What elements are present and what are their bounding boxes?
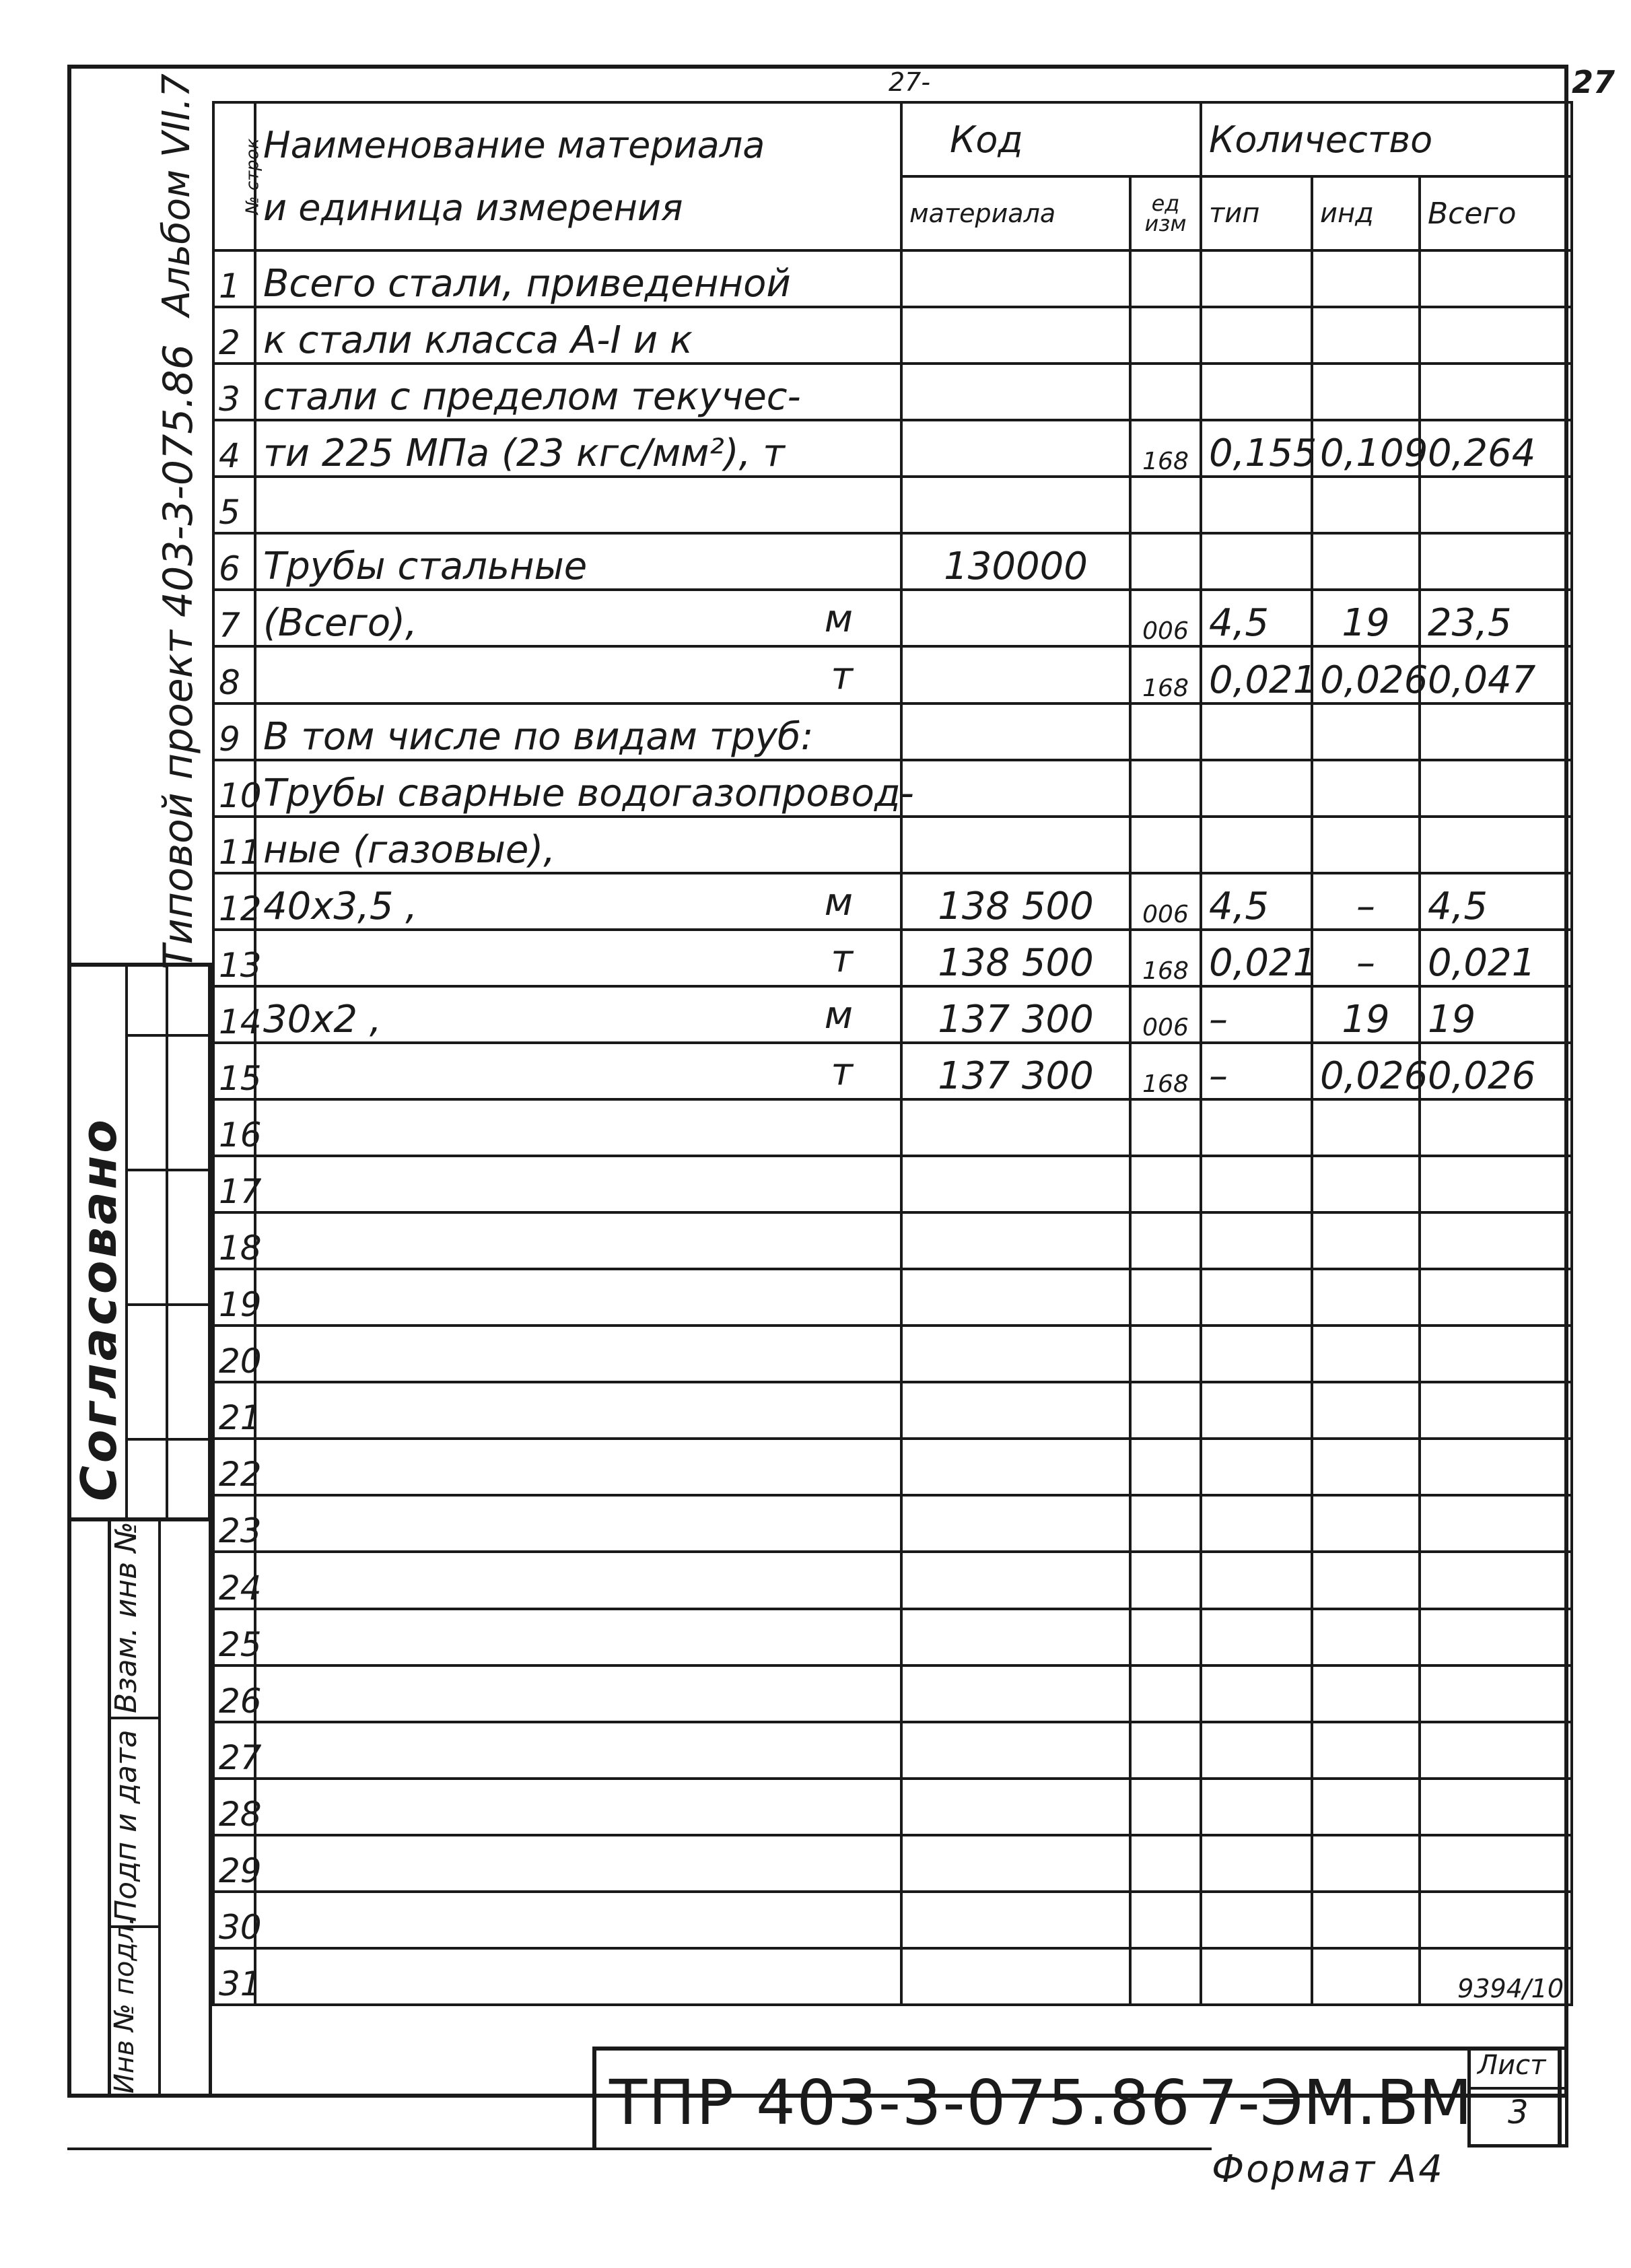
qty-type bbox=[1201, 1722, 1312, 1779]
row-number: 22 bbox=[213, 1439, 255, 1495]
unit-code bbox=[1130, 1156, 1201, 1212]
qty-total: 0,026 bbox=[1420, 1043, 1572, 1099]
material-name: ные (газовые), bbox=[255, 817, 901, 873]
qty-ind bbox=[1312, 1269, 1420, 1326]
material-code bbox=[901, 1439, 1130, 1495]
material-name bbox=[255, 1948, 901, 2005]
row-number: 6 bbox=[213, 533, 255, 590]
qty-total bbox=[1420, 1382, 1572, 1439]
qty-type: 4,5 bbox=[1201, 590, 1312, 646]
qty-ind bbox=[1312, 1722, 1420, 1779]
row-number: 28 bbox=[213, 1779, 255, 1835]
table-row bbox=[213, 1212, 1572, 1269]
material-code bbox=[901, 1948, 1130, 2005]
qty-type bbox=[1201, 250, 1312, 307]
table-row bbox=[213, 1948, 1572, 2005]
table-row bbox=[213, 1665, 1572, 1722]
unit-code bbox=[1130, 1212, 1201, 1269]
header-qty-total: Всего bbox=[1420, 176, 1572, 250]
qty-type bbox=[1201, 1948, 1312, 2005]
material-name bbox=[255, 1722, 901, 1779]
material-code bbox=[901, 760, 1130, 817]
qty-type bbox=[1201, 364, 1312, 420]
qty-total bbox=[1420, 1099, 1572, 1156]
row-number: 23 bbox=[213, 1495, 255, 1552]
qty-total bbox=[1420, 533, 1572, 590]
material-code bbox=[901, 1835, 1130, 1892]
unit-code bbox=[1130, 250, 1201, 307]
unit-mark: т bbox=[831, 654, 853, 698]
qty-ind bbox=[1312, 703, 1420, 760]
qty-total: 0,021 bbox=[1420, 930, 1572, 986]
table-row bbox=[213, 873, 1572, 930]
sign-date-label: Подп и дата bbox=[109, 1729, 143, 1922]
unit-code bbox=[1130, 307, 1201, 364]
row-number: 27 bbox=[213, 1722, 255, 1779]
qty-total: 0,047 bbox=[1420, 646, 1572, 703]
table-row bbox=[213, 646, 1572, 703]
material-code bbox=[901, 1156, 1130, 1212]
unit-code bbox=[1130, 1382, 1201, 1439]
unit-code bbox=[1130, 1722, 1201, 1779]
material-code: 130000 bbox=[901, 533, 1130, 590]
header-code: Код bbox=[901, 102, 1201, 176]
material-name bbox=[255, 1156, 901, 1212]
qty-ind bbox=[1312, 533, 1420, 590]
unit-mark: м bbox=[824, 880, 853, 924]
qty-ind bbox=[1312, 1892, 1420, 1948]
row-number: 12 bbox=[213, 873, 255, 930]
material-code bbox=[901, 250, 1130, 307]
qty-total: 23,5 bbox=[1420, 590, 1572, 646]
row-number: 1 bbox=[213, 250, 255, 307]
qty-ind bbox=[1312, 1099, 1420, 1156]
qty-type: 0,155 bbox=[1201, 420, 1312, 477]
unit-code: 006 bbox=[1130, 986, 1201, 1043]
table-row bbox=[213, 1099, 1572, 1156]
material-code bbox=[901, 1269, 1130, 1326]
material-code bbox=[901, 1779, 1130, 1835]
table-row bbox=[213, 1439, 1572, 1495]
unit-code bbox=[1130, 817, 1201, 873]
qty-total bbox=[1420, 1552, 1572, 1608]
qty-ind bbox=[1312, 250, 1420, 307]
qty-type bbox=[1201, 1495, 1312, 1552]
material-code bbox=[901, 1665, 1130, 1722]
row-number: 15 bbox=[213, 1043, 255, 1099]
qty-ind: 19 bbox=[1312, 590, 1420, 646]
material-code bbox=[901, 364, 1130, 420]
qty-total bbox=[1420, 1665, 1572, 1722]
qty-type bbox=[1201, 1552, 1312, 1608]
qty-ind: – bbox=[1312, 930, 1420, 986]
qty-ind: 0,026 bbox=[1312, 646, 1420, 703]
qty-ind bbox=[1312, 307, 1420, 364]
table-row bbox=[213, 1609, 1572, 1665]
qty-ind bbox=[1312, 1552, 1420, 1608]
qty-ind bbox=[1312, 364, 1420, 420]
unit-code bbox=[1130, 1439, 1201, 1495]
unit-code bbox=[1130, 1892, 1201, 1948]
qty-total bbox=[1420, 1495, 1572, 1552]
qty-total bbox=[1420, 307, 1572, 364]
material-code bbox=[901, 1099, 1130, 1156]
unit-code bbox=[1130, 1948, 1201, 2005]
qty-total bbox=[1420, 1326, 1572, 1382]
material-code: 138 500 bbox=[901, 930, 1130, 986]
qty-total bbox=[1420, 250, 1572, 307]
sheet-number: 3 bbox=[1508, 2094, 1529, 2131]
material-name: Всего стали, приведенной bbox=[255, 250, 901, 307]
unit-code: 168 bbox=[1130, 930, 1201, 986]
inv-no-label: Инв № подл. bbox=[109, 1916, 140, 2094]
row-number: 30 bbox=[213, 1892, 255, 1948]
album-label: Альбом VII.7 bbox=[155, 73, 199, 316]
material-name bbox=[255, 1269, 901, 1326]
material-name bbox=[255, 1043, 901, 1099]
row-number: 24 bbox=[213, 1552, 255, 1608]
unit-code bbox=[1130, 364, 1201, 420]
qty-type bbox=[1201, 307, 1312, 364]
qty-type: – bbox=[1201, 1043, 1312, 1099]
qty-ind bbox=[1312, 1156, 1420, 1212]
material-code bbox=[901, 1892, 1130, 1948]
table-row bbox=[213, 817, 1572, 873]
qty-total bbox=[1420, 1212, 1572, 1269]
table-row bbox=[213, 930, 1572, 986]
qty-total bbox=[1420, 477, 1572, 533]
qty-ind bbox=[1312, 1495, 1420, 1552]
qty-total bbox=[1420, 1779, 1572, 1835]
material-code: 137 300 bbox=[901, 1043, 1130, 1099]
material-name: стали с пределом текучес- bbox=[255, 364, 901, 420]
row-number: 4 bbox=[213, 420, 255, 477]
material-name bbox=[255, 1495, 901, 1552]
qty-type bbox=[1201, 533, 1312, 590]
qty-total bbox=[1420, 703, 1572, 760]
table-row bbox=[213, 986, 1572, 1043]
material-code bbox=[901, 590, 1130, 646]
row-number: 8 bbox=[213, 646, 255, 703]
material-name bbox=[255, 477, 901, 533]
material-name bbox=[255, 1779, 901, 1835]
material-code bbox=[901, 1722, 1130, 1779]
qty-total bbox=[1420, 364, 1572, 420]
table-row bbox=[213, 1892, 1572, 1948]
material-code bbox=[901, 477, 1130, 533]
material-name: В том числе по видам труб: bbox=[255, 703, 901, 760]
material-code bbox=[901, 1609, 1130, 1665]
unit-code bbox=[1130, 1326, 1201, 1382]
qty-total bbox=[1420, 1892, 1572, 1948]
table-row bbox=[213, 1495, 1572, 1552]
material-name bbox=[255, 1382, 901, 1439]
unit-code bbox=[1130, 1779, 1201, 1835]
qty-type bbox=[1201, 1779, 1312, 1835]
document-mark: 7-ЭМ.ВМ bbox=[1198, 2067, 1473, 2139]
qty-total bbox=[1420, 1835, 1572, 1892]
qty-total bbox=[1420, 1609, 1572, 1665]
material-code bbox=[901, 420, 1130, 477]
material-code: 138 500 bbox=[901, 873, 1130, 930]
material-code bbox=[901, 1326, 1130, 1382]
row-number: 16 bbox=[213, 1099, 255, 1156]
row-number: 19 bbox=[213, 1269, 255, 1326]
qty-ind bbox=[1312, 1439, 1420, 1495]
table-row bbox=[213, 590, 1572, 646]
qty-type bbox=[1201, 477, 1312, 533]
qty-type: 0,021 bbox=[1201, 646, 1312, 703]
qty-ind bbox=[1312, 477, 1420, 533]
unit-code: 168 bbox=[1130, 646, 1201, 703]
table-row bbox=[213, 1269, 1572, 1326]
qty-type bbox=[1201, 1269, 1312, 1326]
qty-ind: 0,109 bbox=[1312, 420, 1420, 477]
row-number: 29 bbox=[213, 1835, 255, 1892]
row-number: 11 bbox=[213, 817, 255, 873]
header-qty-ind: инд bbox=[1312, 176, 1420, 250]
header-name: Наименование материала и единица измерения bbox=[255, 102, 901, 250]
qty-type bbox=[1201, 1892, 1312, 1948]
qty-ind bbox=[1312, 1326, 1420, 1382]
table-row bbox=[213, 760, 1572, 817]
material-name bbox=[255, 646, 901, 703]
unit-code bbox=[1130, 1269, 1201, 1326]
bottom-rule bbox=[67, 2147, 1212, 2150]
row-number: 5 bbox=[213, 477, 255, 533]
material-code bbox=[901, 307, 1130, 364]
qty-total bbox=[1420, 1439, 1572, 1495]
material-name bbox=[255, 1609, 901, 1665]
material-name: Трубы сварные водогазопровод- bbox=[255, 760, 901, 817]
table-row bbox=[213, 533, 1572, 590]
qty-type bbox=[1201, 1835, 1312, 1892]
qty-ind bbox=[1312, 1835, 1420, 1892]
qty-total: 19 bbox=[1420, 986, 1572, 1043]
table-row bbox=[213, 1779, 1572, 1835]
material-name: 40x3,5 , м bbox=[255, 873, 901, 930]
material-name: к стали класса А-I и к bbox=[255, 307, 901, 364]
material-name bbox=[255, 1835, 901, 1892]
table-row bbox=[213, 1722, 1572, 1779]
row-number: 18 bbox=[213, 1212, 255, 1269]
row-number: 10 bbox=[213, 760, 255, 817]
header-quantity: Количество bbox=[1201, 102, 1572, 176]
qty-type bbox=[1201, 760, 1312, 817]
qty-total: 4,5 bbox=[1420, 873, 1572, 930]
material-name bbox=[255, 930, 901, 986]
qty-total bbox=[1420, 1269, 1572, 1326]
material-code bbox=[901, 1212, 1130, 1269]
qty-ind bbox=[1312, 1382, 1420, 1439]
project-label: Типовой проект 403-3-075.86 bbox=[155, 344, 202, 969]
format-label: Формат А4 bbox=[1212, 2147, 1445, 2191]
table-row bbox=[213, 477, 1572, 533]
qty-type bbox=[1201, 1439, 1312, 1495]
qty-type bbox=[1201, 1382, 1312, 1439]
material-name bbox=[255, 1326, 901, 1382]
unit-code bbox=[1130, 703, 1201, 760]
document-code: ТПР 403-3-075.86 bbox=[609, 2067, 1191, 2139]
qty-total: 9394/10 bbox=[1420, 1948, 1572, 2005]
row-number: 2 bbox=[213, 307, 255, 364]
row-number: 7 bbox=[213, 590, 255, 646]
table-row bbox=[213, 1156, 1572, 1212]
row-number: 9 bbox=[213, 703, 255, 760]
material-name: 30x2 , м bbox=[255, 986, 901, 1043]
header-code-material: материала bbox=[901, 176, 1130, 250]
qty-type bbox=[1201, 1609, 1312, 1665]
qty-type bbox=[1201, 1099, 1312, 1156]
qty-ind: 0,026 bbox=[1312, 1043, 1420, 1099]
qty-ind bbox=[1312, 817, 1420, 873]
qty-total bbox=[1420, 1156, 1572, 1212]
spec-table bbox=[212, 101, 1573, 2006]
qty-total bbox=[1420, 817, 1572, 873]
qty-ind bbox=[1312, 760, 1420, 817]
sheet-label: Лист bbox=[1478, 2050, 1546, 2081]
material-code bbox=[901, 646, 1130, 703]
qty-type bbox=[1201, 1665, 1312, 1722]
material-name bbox=[255, 1892, 901, 1948]
material-name: (Всего), м bbox=[255, 590, 901, 646]
qty-type: 0,021 bbox=[1201, 930, 1312, 986]
replace-inv-label: Взам. инв № bbox=[109, 1521, 143, 1713]
unit-code bbox=[1130, 533, 1201, 590]
unit-code bbox=[1130, 1552, 1201, 1608]
row-number: 14 bbox=[213, 986, 255, 1043]
material-name bbox=[255, 1665, 901, 1722]
unit-code bbox=[1130, 1495, 1201, 1552]
unit-code bbox=[1130, 477, 1201, 533]
material-code bbox=[901, 1382, 1130, 1439]
qty-type bbox=[1201, 1212, 1312, 1269]
qty-ind bbox=[1312, 1212, 1420, 1269]
qty-type: 4,5 bbox=[1201, 873, 1312, 930]
table-row bbox=[213, 250, 1572, 307]
qty-total: 0,264 bbox=[1420, 420, 1572, 477]
header-row-no: № строк bbox=[213, 102, 255, 250]
table-row bbox=[213, 1382, 1572, 1439]
table-row bbox=[213, 1043, 1572, 1099]
unit-code bbox=[1130, 1099, 1201, 1156]
unit-code: 006 bbox=[1130, 873, 1201, 930]
unit-mark: м bbox=[824, 993, 853, 1037]
unit-code: 006 bbox=[1130, 590, 1201, 646]
material-code bbox=[901, 1552, 1130, 1608]
header-code-unit: ед изм bbox=[1130, 176, 1201, 250]
material-name bbox=[255, 1099, 901, 1156]
unit-mark: т bbox=[831, 1050, 853, 1094]
unit-code bbox=[1130, 1665, 1201, 1722]
material-name: ти 225 МПа (23 кгс/мм²), т bbox=[255, 420, 901, 477]
qty-total bbox=[1420, 1722, 1572, 1779]
table-row bbox=[213, 307, 1572, 364]
qty-ind: – bbox=[1312, 873, 1420, 930]
qty-ind bbox=[1312, 1779, 1420, 1835]
qty-ind: 19 bbox=[1312, 986, 1420, 1043]
table-row bbox=[213, 703, 1572, 760]
qty-total bbox=[1420, 760, 1572, 817]
row-number: 26 bbox=[213, 1665, 255, 1722]
row-number: 21 bbox=[213, 1382, 255, 1439]
approved-label: Согласовано bbox=[71, 1117, 127, 1501]
row-number: 31 bbox=[213, 1948, 255, 2005]
unit-mark: м bbox=[824, 597, 853, 642]
table-row bbox=[213, 1552, 1572, 1608]
table-row bbox=[213, 364, 1572, 420]
row-number: 20 bbox=[213, 1326, 255, 1382]
qty-type bbox=[1201, 1156, 1312, 1212]
table-row bbox=[213, 420, 1572, 477]
header-qty-type: тип bbox=[1201, 176, 1312, 250]
qty-ind bbox=[1312, 1609, 1420, 1665]
material-name bbox=[255, 1212, 901, 1269]
material-code bbox=[901, 703, 1130, 760]
table-row bbox=[213, 1326, 1572, 1382]
qty-type bbox=[1201, 703, 1312, 760]
unit-code bbox=[1130, 760, 1201, 817]
material-name: Трубы стальные bbox=[255, 533, 901, 590]
row-number: 3 bbox=[213, 364, 255, 420]
unit-code bbox=[1130, 1609, 1201, 1665]
qty-type bbox=[1201, 817, 1312, 873]
unit-code bbox=[1130, 1835, 1201, 1892]
material-name bbox=[255, 1552, 901, 1608]
unit-code: 168 bbox=[1130, 1043, 1201, 1099]
qty-type: – bbox=[1201, 986, 1312, 1043]
material-code bbox=[901, 817, 1130, 873]
table-row bbox=[213, 1835, 1572, 1892]
qty-ind bbox=[1312, 1665, 1420, 1722]
row-number: 13 bbox=[213, 930, 255, 986]
material-code: 137 300 bbox=[901, 986, 1130, 1043]
unit-code: 168 bbox=[1130, 420, 1201, 477]
qty-ind bbox=[1312, 1948, 1420, 2005]
page-top-number: 27- bbox=[889, 67, 931, 97]
material-code bbox=[901, 1495, 1130, 1552]
page-corner-number: 27 bbox=[1572, 64, 1616, 100]
unit-mark: т bbox=[831, 936, 853, 981]
qty-type bbox=[1201, 1326, 1312, 1382]
row-number: 25 bbox=[213, 1609, 255, 1665]
material-name bbox=[255, 1439, 901, 1495]
row-number: 17 bbox=[213, 1156, 255, 1212]
